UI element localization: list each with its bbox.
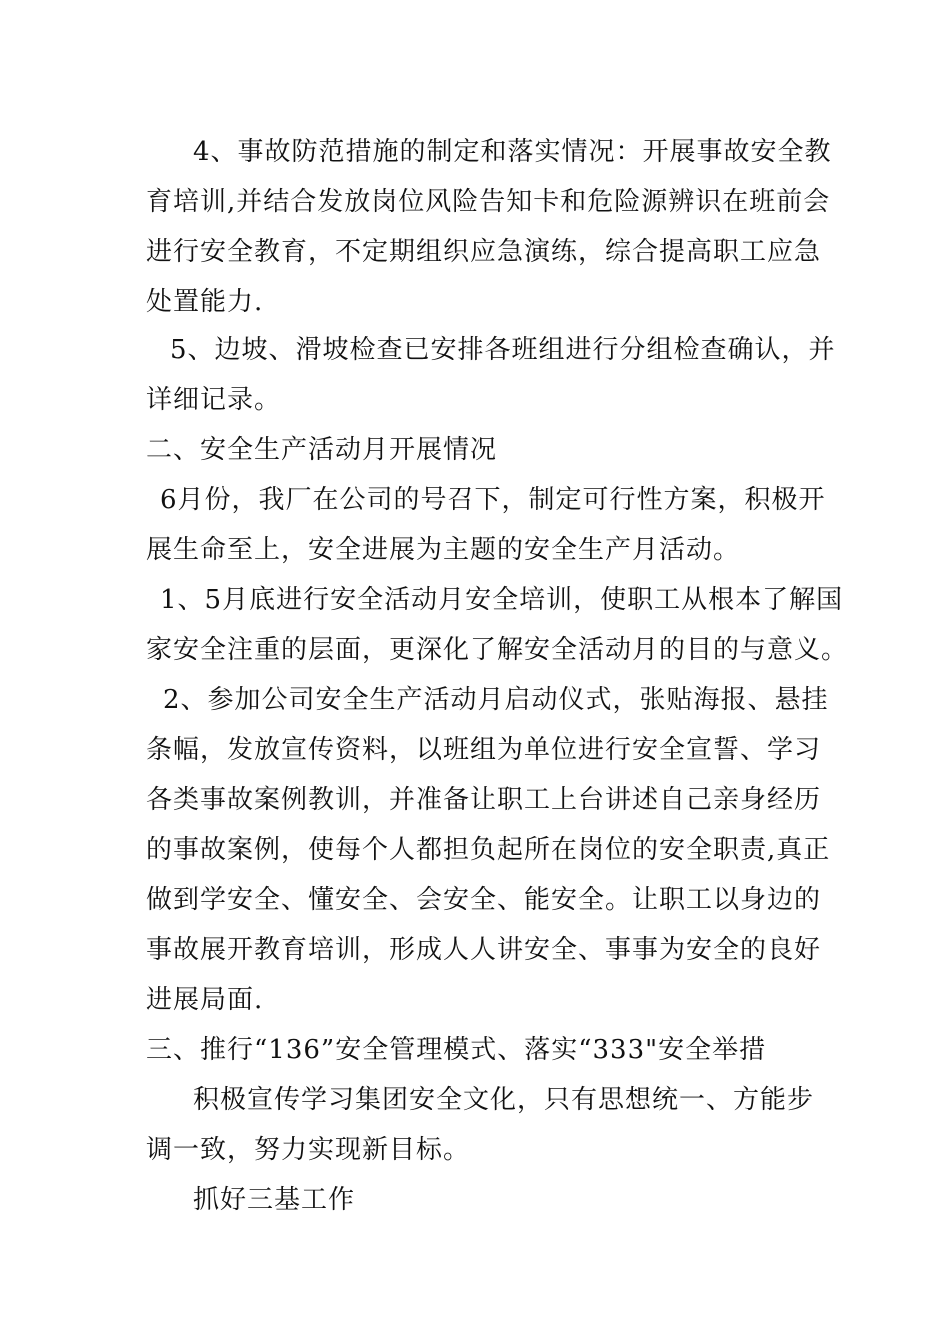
paragraph-line-10: 1、5月底进行安全活动月安全培训，使职工从根本了解国 xyxy=(160,585,844,615)
paragraph-line-17: 事故展开教育培训，形成人人讲安全、事事为安全的良好 xyxy=(146,935,822,965)
section-heading-3: 三、推行“136”安全管理模式、落实“333"安全举措 xyxy=(146,1035,767,1065)
section-heading-2: 二、安全生产活动月开展情况 xyxy=(146,435,498,465)
paragraph-line-3: 进行安全教育，不定期组织应急演练，综合提高职工应急 xyxy=(146,237,822,267)
paragraph-line-9: 展生命至上，安全进展为主题的安全生产月活动。 xyxy=(146,535,741,565)
paragraph-line-1: 4、事故防范措施的制定和落实情况：开展事故安全教 xyxy=(193,137,832,167)
paragraph-line-11: 家安全注重的层面，更深化了解安全活动月的目的与意义。 xyxy=(146,635,849,665)
paragraph-line-12: 2、参加公司安全生产活动月启动仪式，张贴海报、悬挂 xyxy=(163,685,829,715)
paragraph-line-8: 6月份，我厂在公司的号召下，制定可行性方案，积极开 xyxy=(160,485,826,515)
paragraph-line-14: 各类事故案例教训，并准备让职工上台讲述自己亲身经历 xyxy=(146,785,822,815)
subheading-line: 抓好三基工作 xyxy=(193,1185,356,1215)
paragraph-line-18: 进展局面. xyxy=(146,985,264,1015)
paragraph-line-20: 积极宣传学习集团安全文化，只有思想统一、方能步 xyxy=(193,1085,815,1115)
paragraph-line-6: 详细记录。 xyxy=(146,385,282,415)
paragraph-line-21: 调一致，努力实现新目标。 xyxy=(146,1135,471,1165)
paragraph-line-5: 5、边坡、滑坡检查已安排各班组进行分组检查确认，并 xyxy=(170,335,836,365)
paragraph-line-2: 育培训,并结合发放岗位风险告知卡和危险源辨识在班前会 xyxy=(146,187,831,217)
paragraph-line-16: 做到学安全、懂安全、会安全、能安全。让职工以身边的 xyxy=(146,885,822,915)
paragraph-line-15: 的事故案例，使每个人都担负起所在岗位的安全职责,真正 xyxy=(146,835,831,865)
paragraph-line-13: 条幅，发放宣传资料，以班组为单位进行安全宣誓、学习 xyxy=(146,735,822,765)
paragraph-line-4: 处置能力. xyxy=(146,287,264,317)
